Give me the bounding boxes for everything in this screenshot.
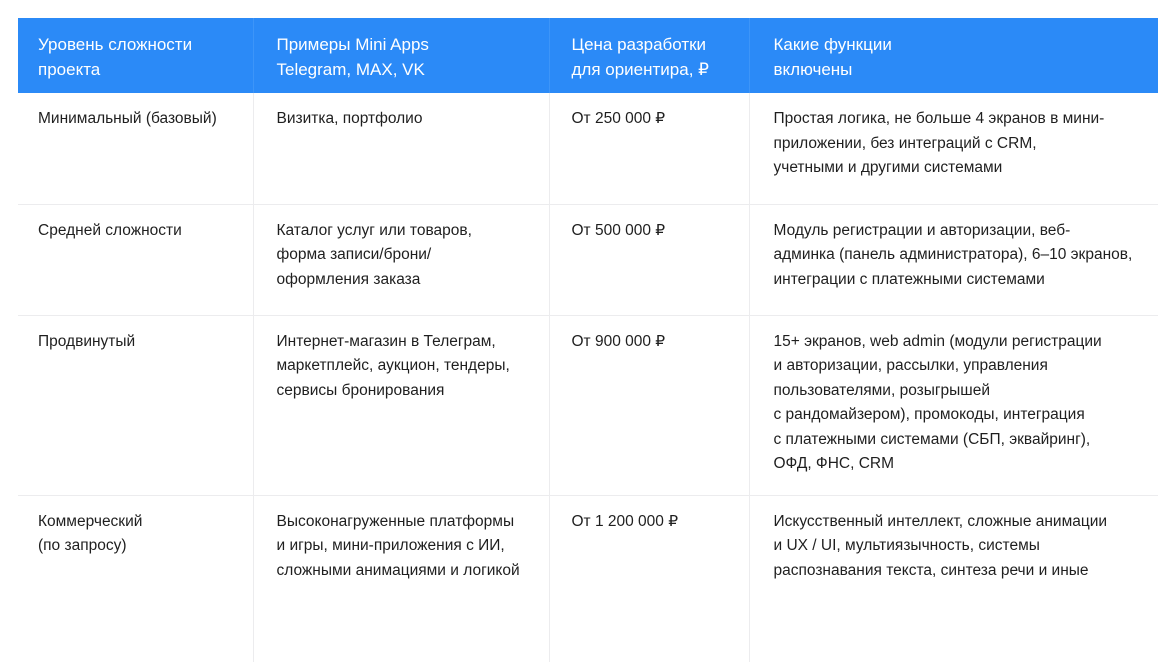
cell-price: От 900 000 ₽ (549, 315, 749, 495)
header-level: Уровень сложности проекта (18, 18, 253, 93)
cell-examples: Интернет-магазин в Телеграм, маркетплейс, аукцион, тендеры, сервисы бронирования (253, 315, 549, 495)
header-features: Какие функции включены (773, 35, 892, 79)
header-row (18, 18, 1158, 93)
table-row (18, 93, 1158, 204)
cell-level: Минимальный (базовый) (18, 93, 253, 204)
cell-price: От 1 200 000 ₽ (549, 495, 749, 662)
table-body (18, 93, 1158, 662)
cell-features: Искусственный интеллект, сложные анимации и UX / UI, мультиязычность, системы распознавания текста, синтеза речи и иные (773, 512, 1108, 579)
table-row (18, 315, 1158, 495)
cell-examples: Каталог услуг или товаров, форма записи/брони/ оформления заказа (253, 204, 549, 315)
cell-features: Простая логика, не больше 4 экранов в мини- приложении, без интеграций с CRM, учетными и другими системами (749, 93, 1158, 204)
cell-level: Коммерческий (по запросу) (18, 495, 253, 662)
cell-price: От 250 000 ₽ (549, 93, 749, 204)
cell-features: Модуль регистрации и авторизации, веб- админка (панель администратора), 6–10 экранов, интеграции с платежными системами (749, 204, 1158, 315)
table-row (18, 495, 1158, 662)
cell-features: 15+ экранов, web admin (модули регистрации и авторизации, рассылки, управления пользователями, розыгрышей с рандомайзером), промокоды, интеграция с платежными системами (СБП, эквайринг), ОФД, ФНС, CRM (749, 315, 1158, 495)
header-price: Цена разработки для ориентира, ₽ (549, 18, 749, 93)
table-header (18, 18, 1158, 93)
cell-price: От 500 000 ₽ (549, 204, 749, 315)
cell-examples: Высоконагруженные платформы и игры, мини-приложения с ИИ, сложными анимациями и логикой (253, 495, 549, 662)
table-row (18, 204, 1158, 315)
pricing-table (18, 18, 1158, 662)
header-examples: Примеры Mini Apps Telegram, MAX, VK (253, 18, 549, 93)
cell-level: Средней сложности (18, 204, 253, 315)
cell-level: Продвинутый (18, 315, 253, 495)
cell-examples: Визитка, портфолио (253, 93, 549, 204)
